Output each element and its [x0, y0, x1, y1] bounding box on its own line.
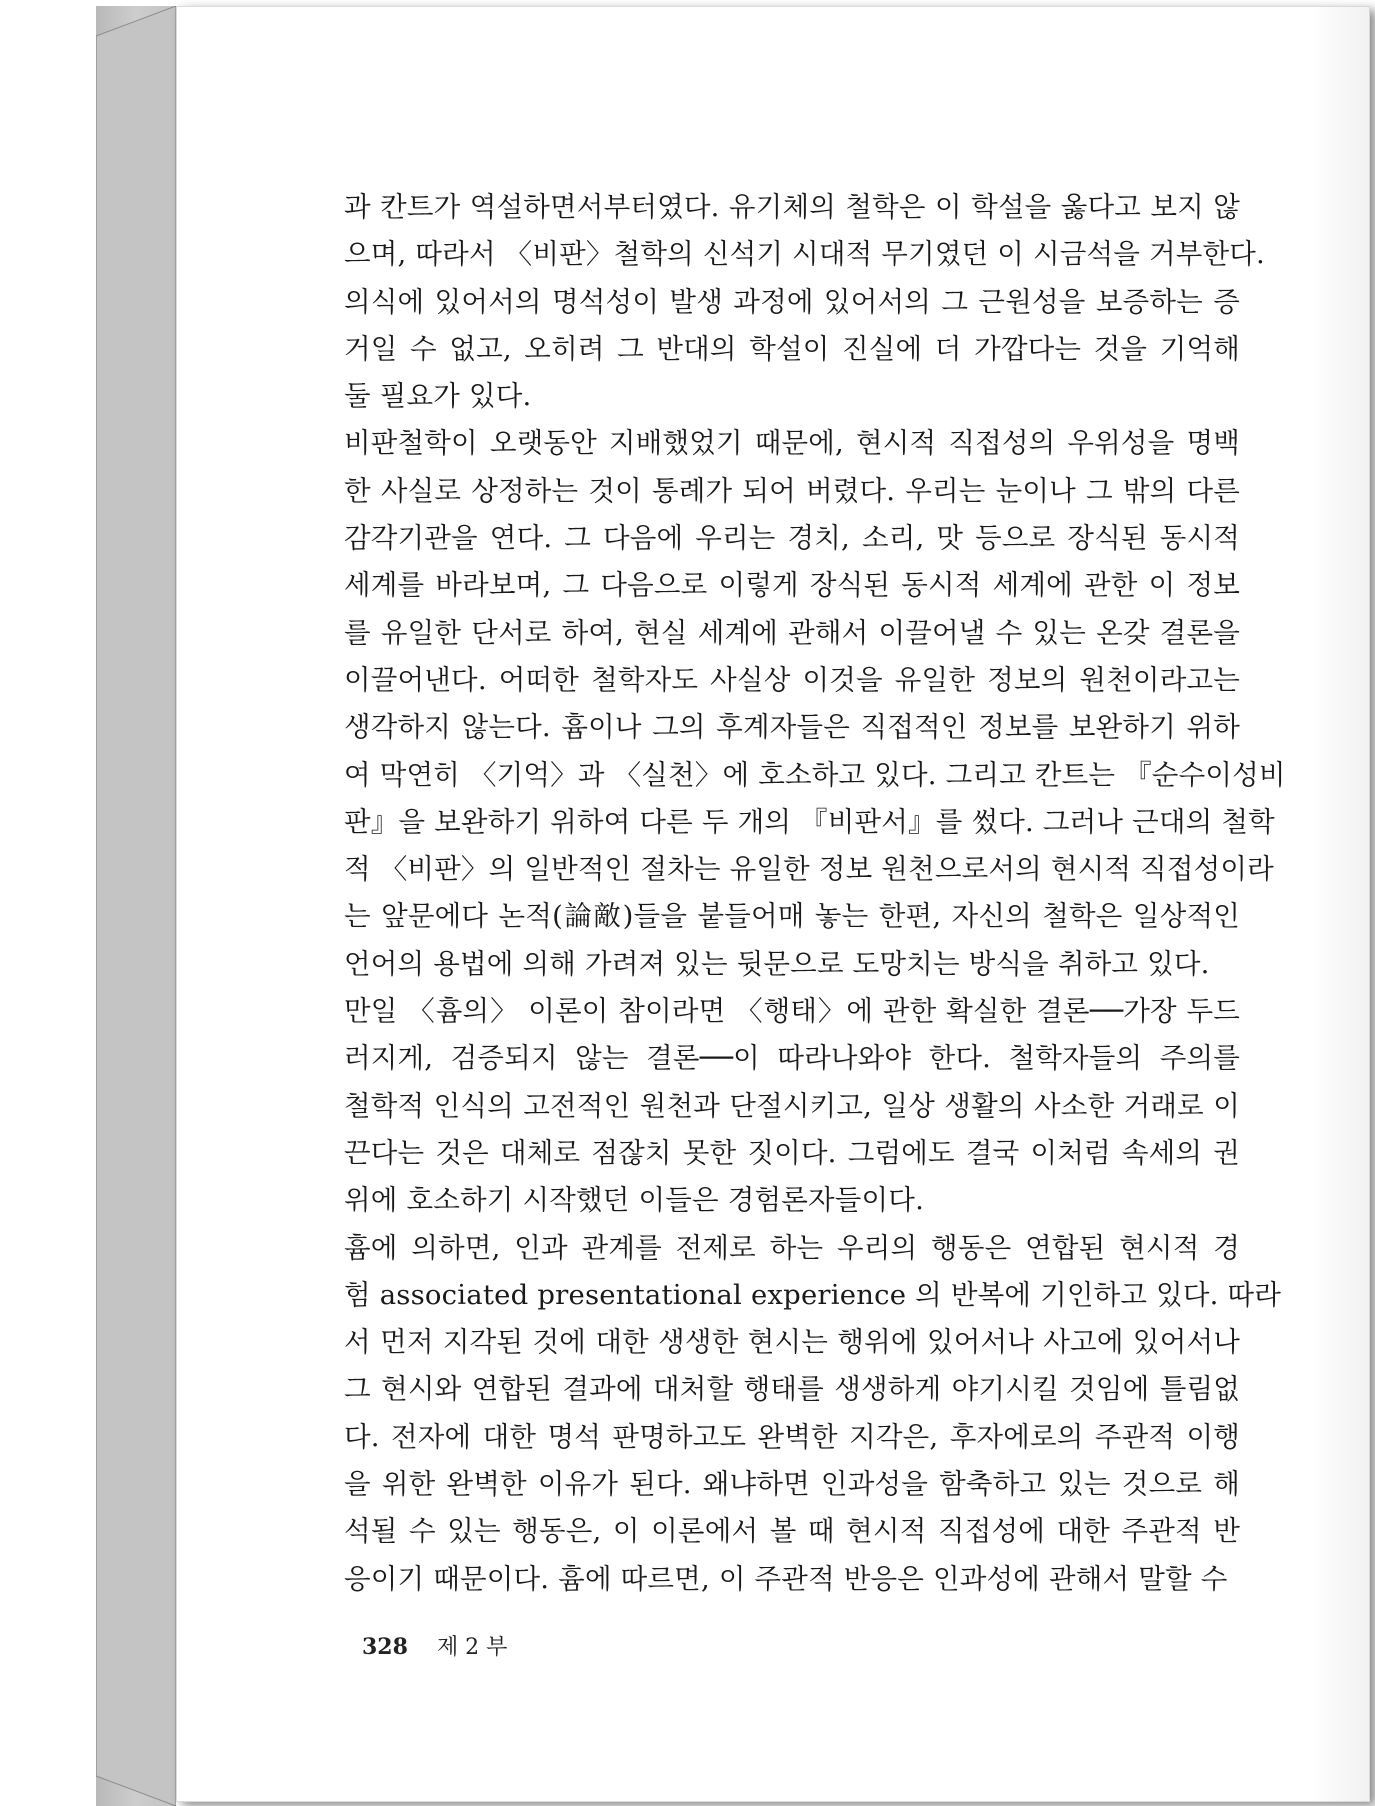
text-line: 거일 수 없고, 오히려 그 반대의 학설이 진실에 더 가깝다는 것을 기억해 [344, 332, 1240, 365]
text-line: 의식에 있어서의 명석성이 발생 과정에 있어서의 그 근원성을 보증하는 증 [344, 285, 1240, 318]
text-line: 언어의 용법에 의해 가려져 있는 뒷문으로 도망치는 방식을 취하고 있다. [344, 947, 1210, 980]
text-line: 는 앞문에다 논적(論敵)들을 붙들어매 놓는 한편, 자신의 철학은 일상적인 [344, 900, 1240, 933]
text-line: 한 사실로 상정하는 것이 통례가 되어 버렸다. 우리는 눈이나 그 밖의 다른 [344, 474, 1240, 507]
section-label: 제 2 부 [436, 1635, 508, 1660]
text-line: 둘 필요가 있다. [344, 380, 532, 413]
text-line: 비판철학이 오랫동안 지배했었기 때문에, 현시적 직접성의 우위성을 명백 [344, 427, 1240, 460]
text-line: 위에 호소하기 시작했던 이들은 경험론자들이다. [344, 1184, 925, 1217]
text-line: 만일 〈흄의〉 이론이 참이라면 〈행태〉에 관한 확실한 결론──가장 두드 [344, 995, 1240, 1028]
text-line: 판』을 보완하기 위하여 다른 두 개의 『비판서』를 썼다. 그러나 근대의 철학 [344, 805, 1275, 838]
book-spine [96, 6, 176, 1806]
page-edge-shadow [1310, 6, 1370, 1802]
text-line: 과 칸트가 역설하면서부터였다. 유기체의 철학은 이 학설을 옳다고 보지 않 [344, 191, 1240, 223]
text-line: 그 현시와 연합된 결과에 대처할 행태를 생생하게 야기시킬 것임에 틀림없 [344, 1373, 1240, 1406]
text-line: 철학적 인식의 고전적인 원천과 단절시키고, 일상 생활의 사소한 거래로 이 [344, 1089, 1240, 1122]
text-line: 으며, 따라서 〈비판〉철학의 신석기 시대적 무기였던 이 시금석을 거부한다. [344, 238, 1265, 271]
text-line: 생각하지 않는다. 흄이나 그의 후계자들은 직접적인 정보를 보완하기 위하 [344, 711, 1240, 744]
text-line: 을 위한 완벽한 이유가 된다. 왜냐하면 인과성을 함축하고 있는 것으로 해 [344, 1468, 1240, 1501]
text-line: 끈다는 것은 대체로 점잖치 못한 짓이다. 그럼에도 결국 이처럼 속세의 권 [344, 1136, 1240, 1169]
text-line: 서 먼저 지각된 것에 대한 생생한 현시는 행위에 있어서나 사고에 있어서나 [344, 1326, 1240, 1359]
text-line: 여 막연히 〈기억〉과 〈실천〉에 호소하고 있다. 그리고 칸트는 『순수이성비 [344, 758, 1286, 791]
text-line: 러지게, 검증되지 않는 결론──이 따라나와야 한다. 철학자들의 주의를 [344, 1042, 1240, 1075]
page-footer [362, 1630, 507, 1661]
text-line: 감각기관을 연다. 그 다음에 우리는 경치, 소리, 맛 등으로 장식된 동시적 [344, 522, 1240, 555]
text-line: 험 associated presentational experience 의 반복에 기인하고 있다. 따라 [344, 1278, 1282, 1311]
book-spine-edge [96, 6, 176, 1806]
text-line: 석될 수 있는 행동은, 이 이론에서 볼 때 현시적 직접성에 대한 주관적 반 [344, 1515, 1240, 1548]
text-line: 세계를 바라보며, 그 다음으로 이렇게 장식된 동시적 세계에 관한 이 정보 [344, 569, 1240, 602]
text-line: 적 〈비판〉의 일반적인 절차는 유일한 정보 원천으로서의 현시적 직접성이라 [344, 853, 1274, 886]
page-number: 328 [362, 1634, 408, 1660]
text-line: 이끌어낸다. 어떠한 철학자도 사실상 이것을 유일한 정보의 원천이라고는 [344, 663, 1240, 696]
text-line: 다. 전자에 대한 명석 판명하고도 완벽한 지각은, 후자에로의 주관적 이행 [344, 1420, 1240, 1453]
text-line: 를 유일한 단서로 하여, 현실 세계에 관해서 이끌어낼 수 있는 온갖 결론을 [344, 616, 1240, 649]
body-text [344, 184, 1286, 1603]
book-page [176, 6, 1370, 1802]
text-line: 응이기 때문이다. 흄에 따르면, 이 주관적 반응은 인과성에 관해서 말할 수 [344, 1562, 1228, 1595]
text-line: 흄에 의하면, 인과 관계를 전제로 하는 우리의 행동은 연합된 현시적 경 [344, 1231, 1240, 1264]
